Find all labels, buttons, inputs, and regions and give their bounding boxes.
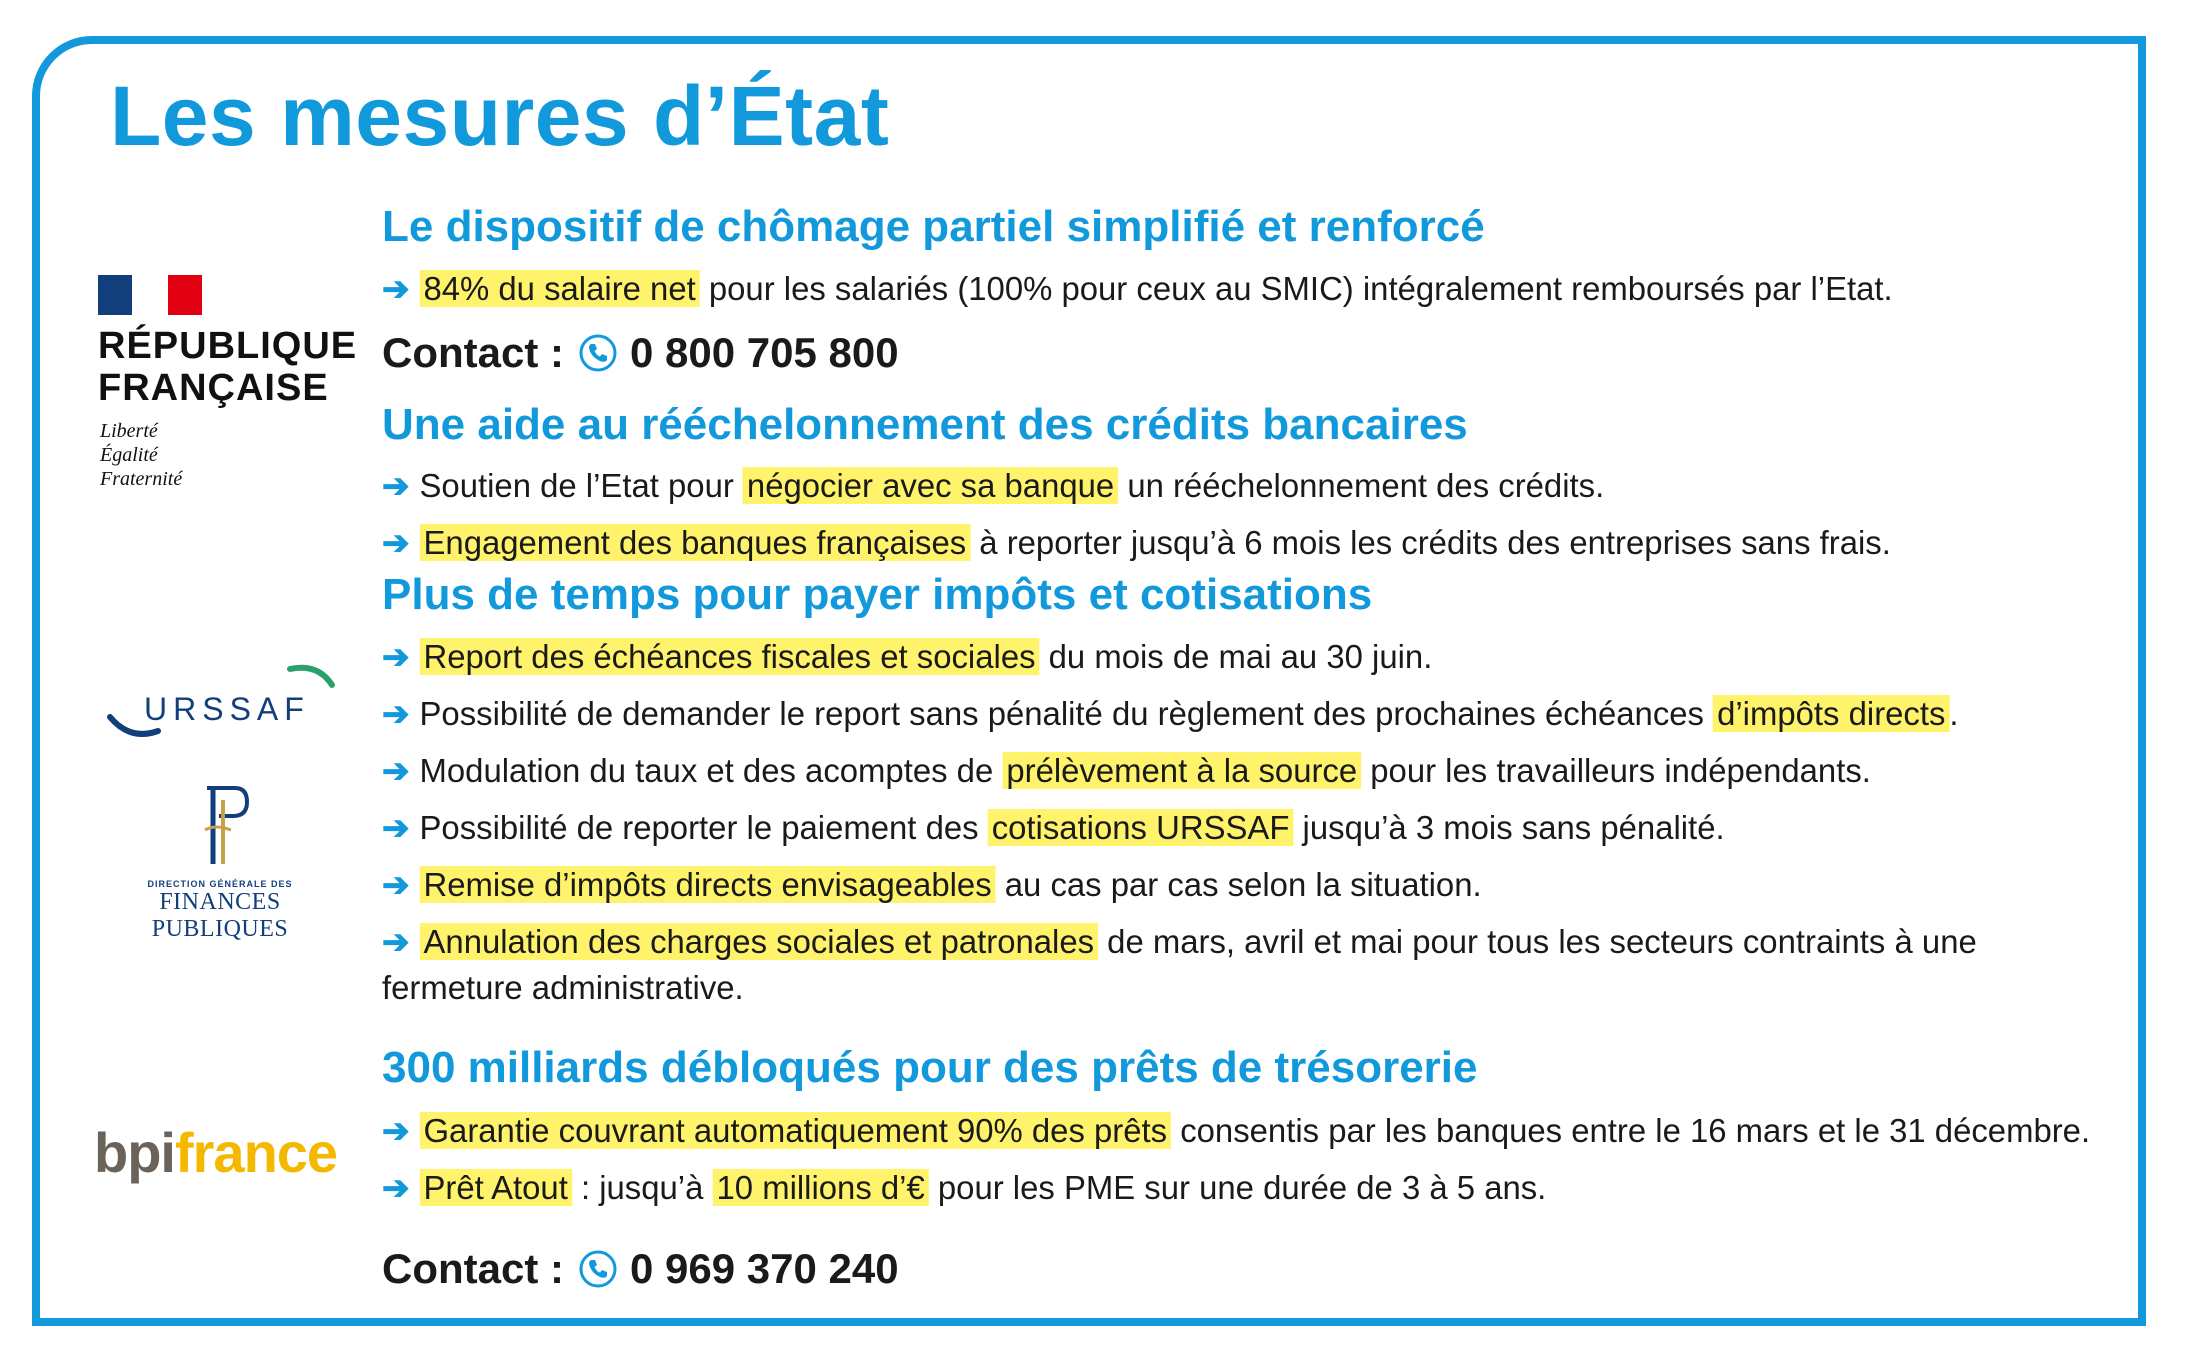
bullet-segment: 10 millions d’€ [713,1169,929,1206]
dgfip-emblem-icon [185,780,255,870]
bullet-segment: d’impôts directs [1713,695,1949,732]
arrow-icon: ➔ [382,467,410,504]
bullet-segment: Possibilité de reporter le paiement des [419,809,988,846]
bullet-segment: du mois de mai au 30 juin. [1039,638,1433,675]
phone-icon [578,1249,618,1289]
arrow-icon: ➔ [382,695,410,732]
bullet-item [382,266,2120,312]
bullet-segment: Engagement des banques françaises [420,524,971,561]
arrow-icon: ➔ [382,866,410,903]
french-flag-icon [98,275,202,315]
bullet-item [382,1165,2120,1211]
bullet-segment: pour les salariés (100% pour ceux au SMIC) intégralement remboursés par l’Etat. [699,270,1893,307]
section-title-chomage: Le dispositif de chômage partiel simplifié et renforcé [382,202,1485,251]
bullet-segment: Soutien de l’Etat pour [419,467,743,504]
section-title-prets: 300 milliards débloqués pour des prêts de trésorerie [382,1043,1478,1092]
urssaf-wordmark: URSSAF [144,691,310,727]
bullet-segment: Modulation du taux et des acomptes de [419,752,1003,789]
dgfip-subtitle: DIRECTION GÉNÉRALE DES [147,879,293,889]
contact-line [382,328,899,378]
page-title: Les mesures d’État [110,69,890,163]
rf-motto-egalite: Égalité [100,444,158,466]
bullet-item [382,691,2120,737]
bpifrance-logo [94,1120,354,1200]
bullet-segment: cotisations URSSAF [988,809,1294,846]
arrow-icon: ➔ [382,270,410,307]
bullet-item [382,463,2120,509]
contact-label: Contact : [382,329,564,376]
arrow-icon: ➔ [382,1112,410,1149]
bpi-wordmark-part1: bpi [94,1121,175,1184]
bullet-item [382,1108,2120,1154]
rf-motto-fraternite: Fraternité [100,468,183,490]
bullet-segment: . [1949,695,1959,732]
contact-phone[interactable]: 0 969 370 240 [630,1245,899,1292]
bullet-item [382,862,2120,908]
section-title-impots: Plus de temps pour payer impôts et cotisations [382,570,1373,619]
bullet-segment: 84% du salaire net [420,270,700,307]
bullet-segment: de mars, avril et mai pour tous les secteurs contraints à une fermeture administrative. [382,923,1977,1006]
bullet-segment: : jusqu’à [571,1169,713,1206]
bullet-segment: un rééchelonnement des crédits. [1118,467,1605,504]
bullet-segment: Garantie couvrant automatiquement 90% des prêts [420,1112,1172,1149]
arrow-icon: ➔ [382,809,410,846]
contact-phone[interactable]: 0 800 705 800 [630,329,899,376]
bullet-item [382,520,2120,566]
section-title-credits: Une aide au rééchelonnement des crédits bancaires [382,400,1468,449]
bullet-item [382,748,2120,794]
bpi-wordmark-part2: france [174,1121,338,1184]
bullet-segment: Prêt Atout [420,1169,572,1206]
rf-name-line1: RÉPUBLIQUE [98,325,358,367]
bullet-segment: Remise d’impôts directs envisageables [420,866,996,903]
bullet-item [382,634,2120,680]
bullet-segment: prélèvement à la source [1002,752,1361,789]
rf-name-line2: FRANÇAISE [98,367,329,409]
bullet-segment: pour les PME sur une durée de 3 à 5 ans. [928,1169,1547,1206]
bullet-segment: négocier avec sa banque [743,467,1118,504]
arrow-icon: ➔ [382,923,410,960]
phone-icon [578,333,618,373]
arrow-icon: ➔ [382,638,410,675]
bullet-item [382,805,2120,851]
bullet-segment: au cas par cas selon la situation. [995,866,1482,903]
bullet-segment: Annulation des charges sociales et patronales [420,923,1099,960]
dgfip-logo [95,780,345,942]
contact-label: Contact : [382,1245,564,1292]
urssaf-logo [100,655,340,745]
bullet-segment: à reporter jusqu’à 6 mois les crédits des entreprises sans frais. [970,524,1891,561]
republique-francaise-logo [98,275,358,505]
bullet-item [382,919,2120,1011]
dgfip-name: FINANCES PUBLIQUES [151,889,289,942]
bullet-segment: pour les travailleurs indépendants. [1361,752,1871,789]
arrow-icon: ➔ [382,752,410,789]
bullet-segment: consentis par les banques entre le 16 mars et le 31 décembre. [1171,1112,2091,1149]
arrow-icon: ➔ [382,524,410,561]
arrow-icon: ➔ [382,1169,410,1206]
bullet-segment: Report des échéances fiscales et sociales [420,638,1040,675]
rf-motto-liberte: Liberté [100,420,158,442]
bullet-segment: Possibilité de demander le report sans pénalité du règlement des prochaines échéances [419,695,1714,732]
contact-line [382,1244,899,1294]
bullet-segment: jusqu’à 3 mois sans pénalité. [1293,809,1725,846]
